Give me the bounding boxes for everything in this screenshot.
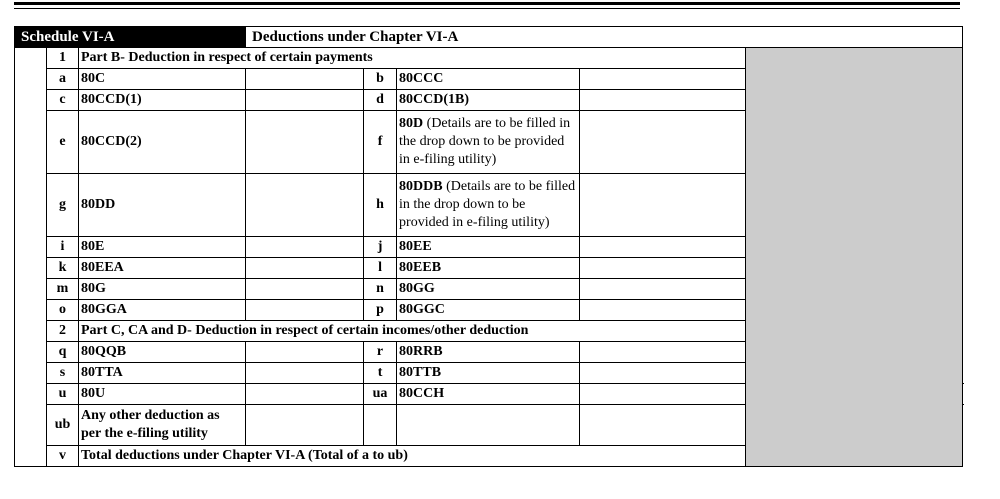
row-letter: r [364, 342, 397, 363]
schedule-header-row [15, 27, 963, 48]
row-letter: b [364, 69, 397, 90]
section-label: 80EE [397, 237, 580, 258]
section-label: 80GG [397, 279, 580, 300]
row-letter: k [47, 258, 79, 279]
section-label: 80GGC [397, 300, 580, 321]
schedule-via-table [14, 26, 963, 467]
row-letter: s [47, 363, 79, 384]
row-letter: d [364, 90, 397, 111]
amount-cell-g[interactable] [246, 174, 364, 237]
amount-cell-f[interactable] [580, 111, 746, 174]
row-letter: i [47, 237, 79, 258]
section-label: 80E [79, 237, 246, 258]
part-b-number: 1 [47, 48, 79, 69]
header-fill [746, 27, 963, 48]
section-label: 80CCH [397, 384, 580, 405]
empty-label-cell [397, 405, 580, 446]
row-letter: l [364, 258, 397, 279]
amount-cell-h[interactable] [580, 174, 746, 237]
section-label: 80CCD(1) [79, 90, 246, 111]
amount-cell-q[interactable] [246, 342, 364, 363]
row-letter: m [47, 279, 79, 300]
row-letter: v [47, 446, 79, 467]
shaded-area [746, 48, 963, 467]
amount-cell-i[interactable] [246, 237, 364, 258]
section-label: 80EEA [79, 258, 246, 279]
section-label-with-note [397, 111, 580, 174]
row-letter: c [47, 90, 79, 111]
row-letter: g [47, 174, 79, 237]
schedule-label: Schedule VI-A [15, 27, 246, 48]
amount-cell-p[interactable] [580, 300, 746, 321]
section-label: 80EEB [397, 258, 580, 279]
row-letter: t [364, 363, 397, 384]
row-letter: ub [47, 405, 79, 446]
top-rule-thin [14, 8, 960, 9]
section-label: 80GGA [79, 300, 246, 321]
section-label: 80U [79, 384, 246, 405]
part-b-row [15, 48, 963, 69]
amount-cell-r[interactable] [580, 342, 746, 363]
section-label: 80RRB [397, 342, 580, 363]
row-letter: e [47, 111, 79, 174]
amount-cell-ua[interactable] [580, 384, 746, 405]
amount-cell-c[interactable] [246, 90, 364, 111]
top-rule-thick [14, 2, 960, 5]
empty-letter-cell [364, 405, 397, 446]
row-letter: a [47, 69, 79, 90]
row-letter: n [364, 279, 397, 300]
amount-cell-j[interactable] [580, 237, 746, 258]
section-label: 80CCD(2) [79, 111, 246, 174]
amount-cell-u[interactable] [246, 384, 364, 405]
section-label: 80TTA [79, 363, 246, 384]
section-label-with-note [397, 174, 580, 237]
empty-amount-cell [580, 405, 746, 446]
amount-cell-d[interactable] [580, 90, 746, 111]
section-label: 80CCC [397, 69, 580, 90]
amount-cell-l[interactable] [580, 258, 746, 279]
section-note: (Details are to be filled in the drop down to be provided in e-filing utility) [399, 179, 576, 230]
row-letter: j [364, 237, 397, 258]
row-letter: q [47, 342, 79, 363]
row-letter: h [364, 174, 397, 237]
amount-cell-b[interactable] [580, 69, 746, 90]
row-letter: ua [364, 384, 397, 405]
section-label: 80DD [79, 174, 246, 237]
section-note: (Details are to be filled in the drop down to be provided in e-filing utility) [399, 116, 571, 167]
section-label: 80CCD(1B) [397, 90, 580, 111]
total-label: Total deductions under Chapter VI-A (Total of a to ub) [79, 446, 746, 467]
part-c-title: Part C, CA and D- Deduction in respect of certain incomes/other deduction [79, 321, 746, 342]
section-label: 80C [79, 69, 246, 90]
row-letter: o [47, 300, 79, 321]
amount-cell-ub[interactable] [246, 405, 364, 446]
part-c-number: 2 [47, 321, 79, 342]
amount-cell-n[interactable] [580, 279, 746, 300]
section-label: 80D [399, 116, 424, 131]
section-label: Any other deduction as per the e-filing utility [79, 405, 246, 446]
row-letter: p [364, 300, 397, 321]
amount-cell-e[interactable] [246, 111, 364, 174]
schedule-title: Deductions under Chapter VI-A [246, 27, 746, 48]
row-letter: f [364, 111, 397, 174]
amount-cell-t[interactable] [580, 363, 746, 384]
amount-cell-s[interactable] [246, 363, 364, 384]
section-label: 80QQB [79, 342, 246, 363]
section-label: 80G [79, 279, 246, 300]
section-label: 80TTB [397, 363, 580, 384]
amount-cell-m[interactable] [246, 279, 364, 300]
section-label: 80DDB [399, 179, 443, 194]
part-b-title: Part B- Deduction in respect of certain payments [79, 48, 746, 69]
row-letter: u [47, 384, 79, 405]
amount-cell-o[interactable] [246, 300, 364, 321]
amount-cell-a[interactable] [246, 69, 364, 90]
total-deductions-side-label [15, 48, 47, 467]
amount-cell-k[interactable] [246, 258, 364, 279]
